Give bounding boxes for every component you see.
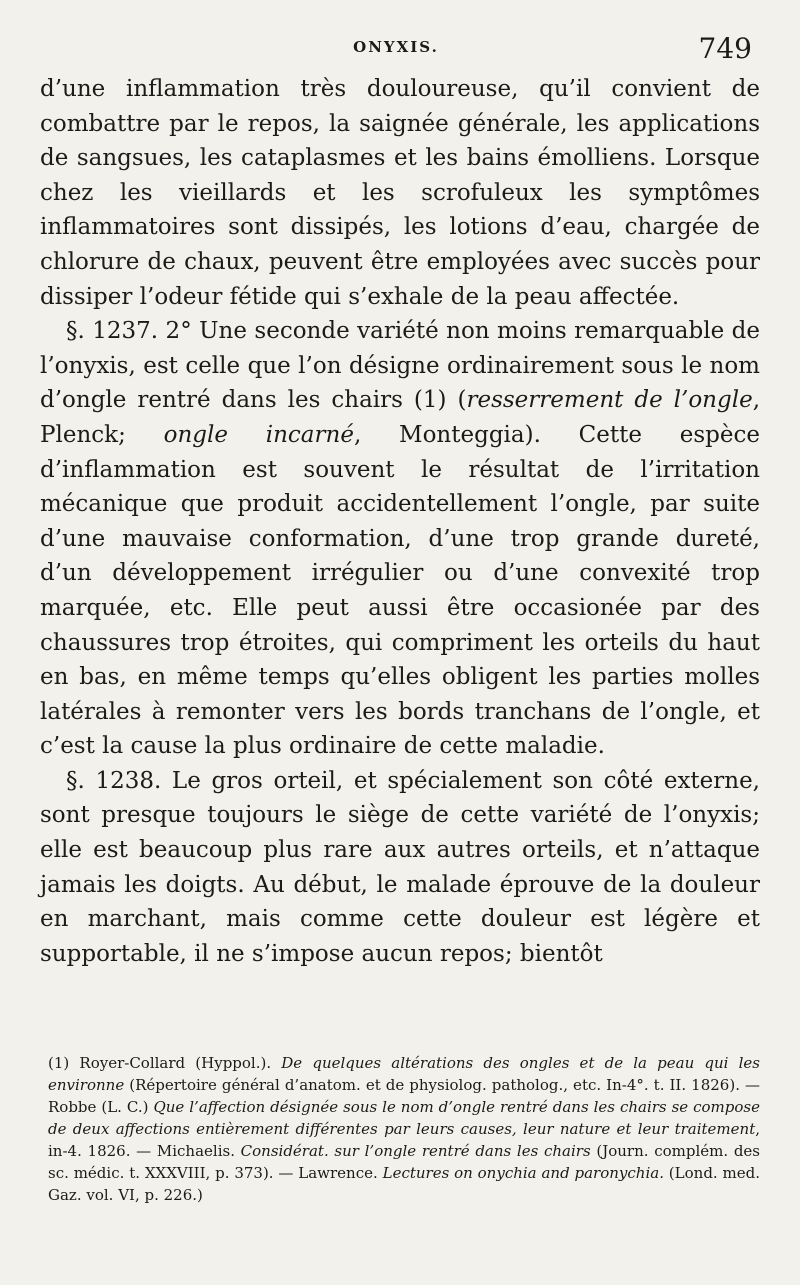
fn-text-2: (Répertoire général d’anatom. et de physiolog. patholog., etc. In-4°. t. II. 1826). — Robbe (L. C.) [48,1076,760,1116]
p2-italic-resserrement: resserrement de l’ongle [466,387,753,414]
fn-italic-1: De quelques altérations des ongles et de la peau qui les environne [48,1054,760,1094]
fn-text-4: (Journ. complém. des sc. médic. t. XXXVIII, p. 373). — Lawrence. [48,1142,761,1182]
p2-text-a: §. 1237. 2° Une seconde variété non moins remarquable de l’onyxis, est celle que l’on désigne ordinairement sous le nom d’ongle rentré dans les chairs (1) ( [40,318,760,414]
fn-italic-3: Considérat. sur l’ongle rentré dans les chairs [240,1142,591,1160]
fn-italic-4: Lectures on onychia and paronychia. [382,1164,664,1182]
page-header [40,32,752,72]
p2-text-e: , Monteggia). Cette espèce d’inflammation est souvent le résultat de l’irritation mécanique que produit accidentellement l’ongle, par suite d’une mauvaise conformation, d’une trop grande dureté, d’un développement irrégulier ou d’une convexité trop marquée, etc. Elle peut aussi être occasionée par des chaussures trop étroites, qui compriment les orteils du haut en bas, en même temps qu’elles obligent les parties molles latérales à remonter vers les bords tranchans de l’ongle, et c’est la cause la plus ordinaire de cette maladie. [40,421,761,760]
fn-text-1: (1) Royer-Collard (Hyppol.). [48,1054,282,1072]
p2-text-c: , Plenck; [40,387,760,448]
fn-text-5: (Lond. med. Gaz. vol. VI, p. 226.) [48,1164,760,1204]
fn-italic-2: Que l’affection désignée sous le nom d’ongle rentré dans les chairs se compose de deux affections entièrement différentes par leurs causes, leur nature et leur traitement [48,1098,760,1138]
footnote [48,1052,760,1206]
p2-italic-ongle-incarne: ongle incarné [163,421,354,448]
running-head: ONYXIS. [353,38,439,56]
fn-text-3: , in-4. 1826. — Michaelis. [48,1120,760,1160]
footnote-1 [48,1052,760,1206]
page-number: 749 [698,32,752,65]
paragraph-1238: §. 1238. Le gros orteil, et spécialement son côté externe, sont presque toujours le siège de cette variété de l’onyxis; elle est beaucoup plus rare aux autres orteils, et n’attaque jamais les doigts. Au début, le malade éprouve de la douleur en marchant, mais comme cette douleur est légère et supportable, il ne s’impose aucun repos; bientôt [40,767,760,967]
paragraph-1237 [40,314,760,764]
body-text [40,72,760,971]
paragraph-continuation: d’une inflammation très douloureuse, qu’il convient de combattre par le repos, la saignée générale, les applications de sangsues, les cataplasmes et les bains émolliens. Lorsque chez les vieillards et les scrofuleux les symptômes inflammatoires sont dissipés, les lotions d’eau, chargée de chlorure de chaux, peuvent être employées avec succès pour dissiper l’odeur fétide qui s’exhale de la peau affectée. [40,76,760,310]
